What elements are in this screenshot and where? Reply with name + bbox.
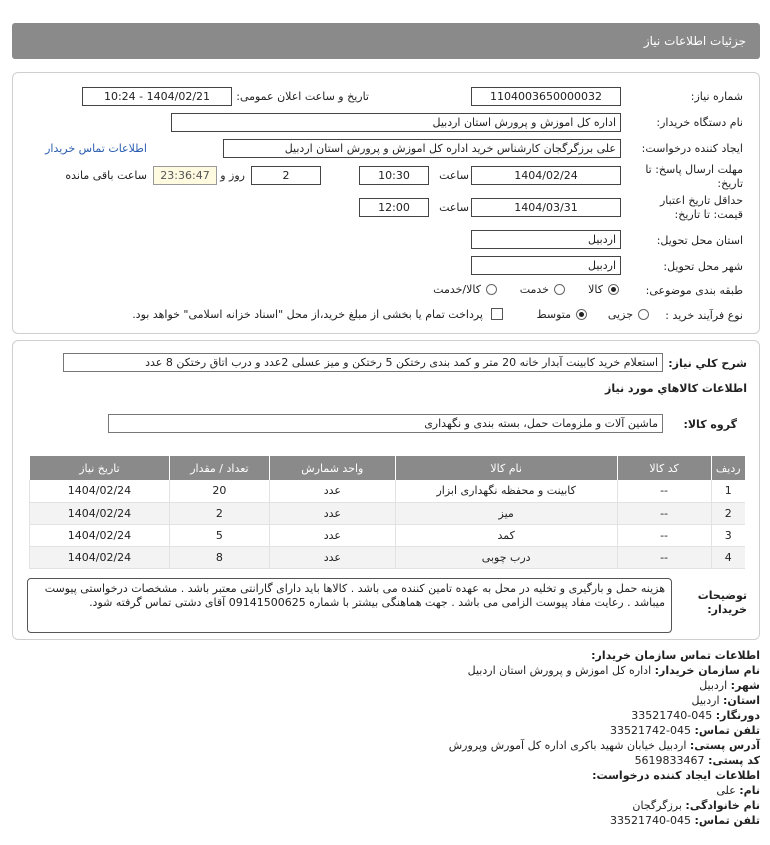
delivery-city-field[interactable]: اردبیل (471, 256, 621, 275)
col-code: کد کالا (617, 456, 711, 480)
row-code: -- (617, 502, 711, 524)
creator-name-label: نام: (739, 784, 760, 797)
page-header (12, 23, 760, 59)
need-info-panel (12, 72, 760, 334)
announce-field[interactable]: 1404/02/21 - 10:24 (82, 87, 232, 106)
row-name: درب چوبی (395, 546, 617, 568)
contact-address (449, 739, 760, 752)
remaining-label: ساعت باقی مانده (65, 169, 147, 182)
goods-info-title: اطلاعات کالاهاي مورد نياز (605, 382, 747, 395)
row-code: -- (617, 480, 711, 502)
delivery-city-label: شهر محل تحویل: (663, 260, 743, 273)
row-index: 4 (711, 546, 745, 568)
contact-postal-label: کد پستی: (708, 754, 760, 767)
creator-phone (610, 814, 760, 827)
contact-org-label: نام سازمان خریدار: (654, 664, 760, 677)
creator-family-value: برزگرگجان (632, 799, 682, 812)
treasury-text: پرداخت تمام یا بخشی از مبلغ خرید،از محل "اسناد خزانه اسلامی" خواهد بود. (132, 308, 483, 321)
page-title: جزئیات اطلاعات نیاز (643, 34, 746, 48)
row-unit: عدد (269, 524, 395, 546)
row-date: 1404/02/24 (30, 524, 170, 546)
col-row: ردیف (711, 456, 745, 480)
row-date: 1404/02/24 (30, 480, 170, 502)
col-need-date: تاریخ نیاز (30, 456, 170, 480)
table-header-row (30, 456, 746, 480)
row-index: 1 (711, 480, 745, 502)
summary-label: شرح کلي نياز: (668, 357, 747, 370)
table-row (30, 502, 746, 524)
need-number-field[interactable]: 1104003650000032 (471, 87, 621, 106)
creator-name (716, 784, 760, 797)
row-date: 1404/02/24 (30, 546, 170, 568)
contact-province-label: استان: (723, 694, 760, 707)
reply-time-label: ساعت (439, 169, 469, 182)
purchase-type-label: نوع فرآیند خرید : (665, 309, 743, 322)
creator-family-label: نام خانوادگی: (685, 799, 760, 812)
purchase-option-minor: جزیی (607, 308, 633, 321)
days-field[interactable]: 2 (251, 166, 321, 185)
contact-province-value: اردبیل (691, 694, 720, 707)
category-radio-service[interactable] (554, 284, 565, 295)
row-quantity: 20 (169, 480, 269, 502)
reply-deadline-label-2: تاریخ: (717, 177, 743, 190)
reply-deadline-label: مهلت ارسال پاسخ: تا (645, 163, 743, 176)
creator-phone-label: تلفن تماس: (694, 814, 760, 827)
delivery-province-field[interactable]: اردبیل (471, 230, 621, 249)
summary-field[interactable]: استعلام خرید کابینت آبدار خانه 20 متر و کمد بندی رختکن 5 رختکن و میز عسلی 2عدد و درب اتاق رختکن 8 عدد (63, 353, 663, 372)
creator-name-value: علی (716, 784, 736, 797)
price-validity-label: حداقل تاریخ اعتبار (659, 194, 743, 207)
purchase-option-medium: متوسط (536, 308, 571, 321)
goods-group-label: گروه کالا: (683, 418, 737, 431)
table-row (30, 480, 746, 502)
contact-postal (635, 754, 760, 767)
validity-time-field[interactable]: 12:00 (359, 198, 429, 217)
contact-org (468, 664, 760, 677)
validity-time-label: ساعت (439, 201, 469, 214)
row-date: 1404/02/24 (30, 502, 170, 524)
creator-label: ایجاد کننده درخواست: (641, 142, 743, 155)
contact-org-value: اداره کل اموزش و پرورش استان اردبیل (467, 664, 652, 677)
days-label: روز و (220, 169, 245, 182)
contact-phone-value: 045-33521742 (610, 724, 692, 737)
col-unit: واحد شمارش (269, 456, 395, 480)
row-index: 3 (711, 524, 745, 546)
buyer-contact-link[interactable]: اطلاعات تماس خریدار (45, 142, 147, 155)
purchase-radio-medium[interactable] (576, 309, 587, 320)
category-option-goods: کالا (588, 283, 603, 296)
buyer-org-field[interactable]: اداره کل اموزش و پرورش استان اردبیل (171, 113, 621, 132)
category-label: طبقه بندی موضوعی: (645, 284, 743, 297)
buyer-org-label: نام دستگاه خریدار: (656, 116, 743, 129)
row-name: میز (395, 502, 617, 524)
category-radio-both[interactable] (486, 284, 497, 295)
contact-address-value: اردبیل خیابان شهید باکری اداره کل آمورش وپرورش (448, 739, 687, 752)
validity-date-field[interactable]: 1404/03/31 (471, 198, 621, 217)
notes-label-2: خریدار: (707, 603, 747, 616)
contact-city-label: شهر: (730, 679, 760, 692)
buyer-contact-title: اطلاعات تماس سازمان خریدار: (591, 649, 760, 662)
table-row (30, 524, 746, 546)
delivery-province-label: استان محل تحویل: (656, 234, 743, 247)
contact-address-label: آدرس پستی: (689, 739, 760, 752)
reply-time-field[interactable]: 10:30 (359, 166, 429, 185)
row-code: -- (617, 524, 711, 546)
col-quantity: تعداد / مقدار (169, 456, 269, 480)
contact-province (692, 694, 760, 707)
contact-postal-value: 5619833467 (634, 754, 705, 767)
table-row (30, 546, 746, 568)
creator-family (632, 799, 760, 812)
price-validity-label-2: قیمت: تا تاریخ: (674, 208, 743, 221)
row-quantity: 5 (169, 524, 269, 546)
contact-fax-label: دورنگار: (715, 709, 760, 722)
contact-city-value: اردبیل (699, 679, 728, 692)
goods-table (29, 456, 745, 569)
row-unit: عدد (269, 546, 395, 568)
row-quantity: 8 (169, 546, 269, 568)
col-name: نام کالا (395, 456, 617, 480)
remaining-time-field: 23:36:47 (153, 166, 217, 185)
creator-phone-value: 045-33521740 (610, 814, 692, 827)
creator-field[interactable]: علی برزگرگجان کارشناس خرید اداره کل اموزش و پرورش استان اردبیل (223, 139, 621, 158)
contact-city (699, 679, 760, 692)
contact-fax-value: 045-33521740 (631, 709, 713, 722)
goods-group-field[interactable]: ماشین آلات و ملزومات حمل، بسته بندی و نگهداری (108, 414, 663, 433)
category-radio-goods[interactable] (608, 284, 619, 295)
contact-phone-label: تلفن تماس: (694, 724, 760, 737)
creator-contact-title: اطلاعات ایجاد کننده درخواست: (592, 769, 760, 782)
row-code: -- (617, 546, 711, 568)
row-index: 2 (711, 502, 745, 524)
need-details-panel (12, 340, 760, 640)
contact-fax (631, 709, 760, 722)
row-name: کابینت و محفظه نگهداری ابزار (395, 480, 617, 502)
row-unit: عدد (269, 480, 395, 502)
row-name: کمد (395, 524, 617, 546)
reply-date-field[interactable]: 1404/02/24 (471, 166, 621, 185)
notes-label: توضیحات (697, 589, 747, 602)
need-number-label: شماره نیاز: (690, 90, 743, 103)
category-option-both: کالا/خدمت (433, 283, 481, 296)
treasury-checkbox[interactable] (491, 308, 503, 320)
buyer-notes: هزینه حمل و بارگیری و تخلیه در محل به عهده تامین کننده می باشد . کالاها باید دارای گارانتی معتبر باشد . مشخصات درخواستی پیوست میباشد . رعایت مفاد پیوست الزامی می باشد . جهت هماهنگی بیشتر با شماره 09141500625 آقای دشتی تماس گرفته شود. (27, 578, 672, 633)
row-unit: عدد (269, 502, 395, 524)
purchase-radio-minor[interactable] (638, 309, 649, 320)
announce-label: تاریخ و ساعت اعلان عمومی: (236, 90, 369, 103)
contact-phone (610, 724, 760, 737)
row-quantity: 2 (169, 502, 269, 524)
category-option-service: خدمت (519, 283, 549, 296)
